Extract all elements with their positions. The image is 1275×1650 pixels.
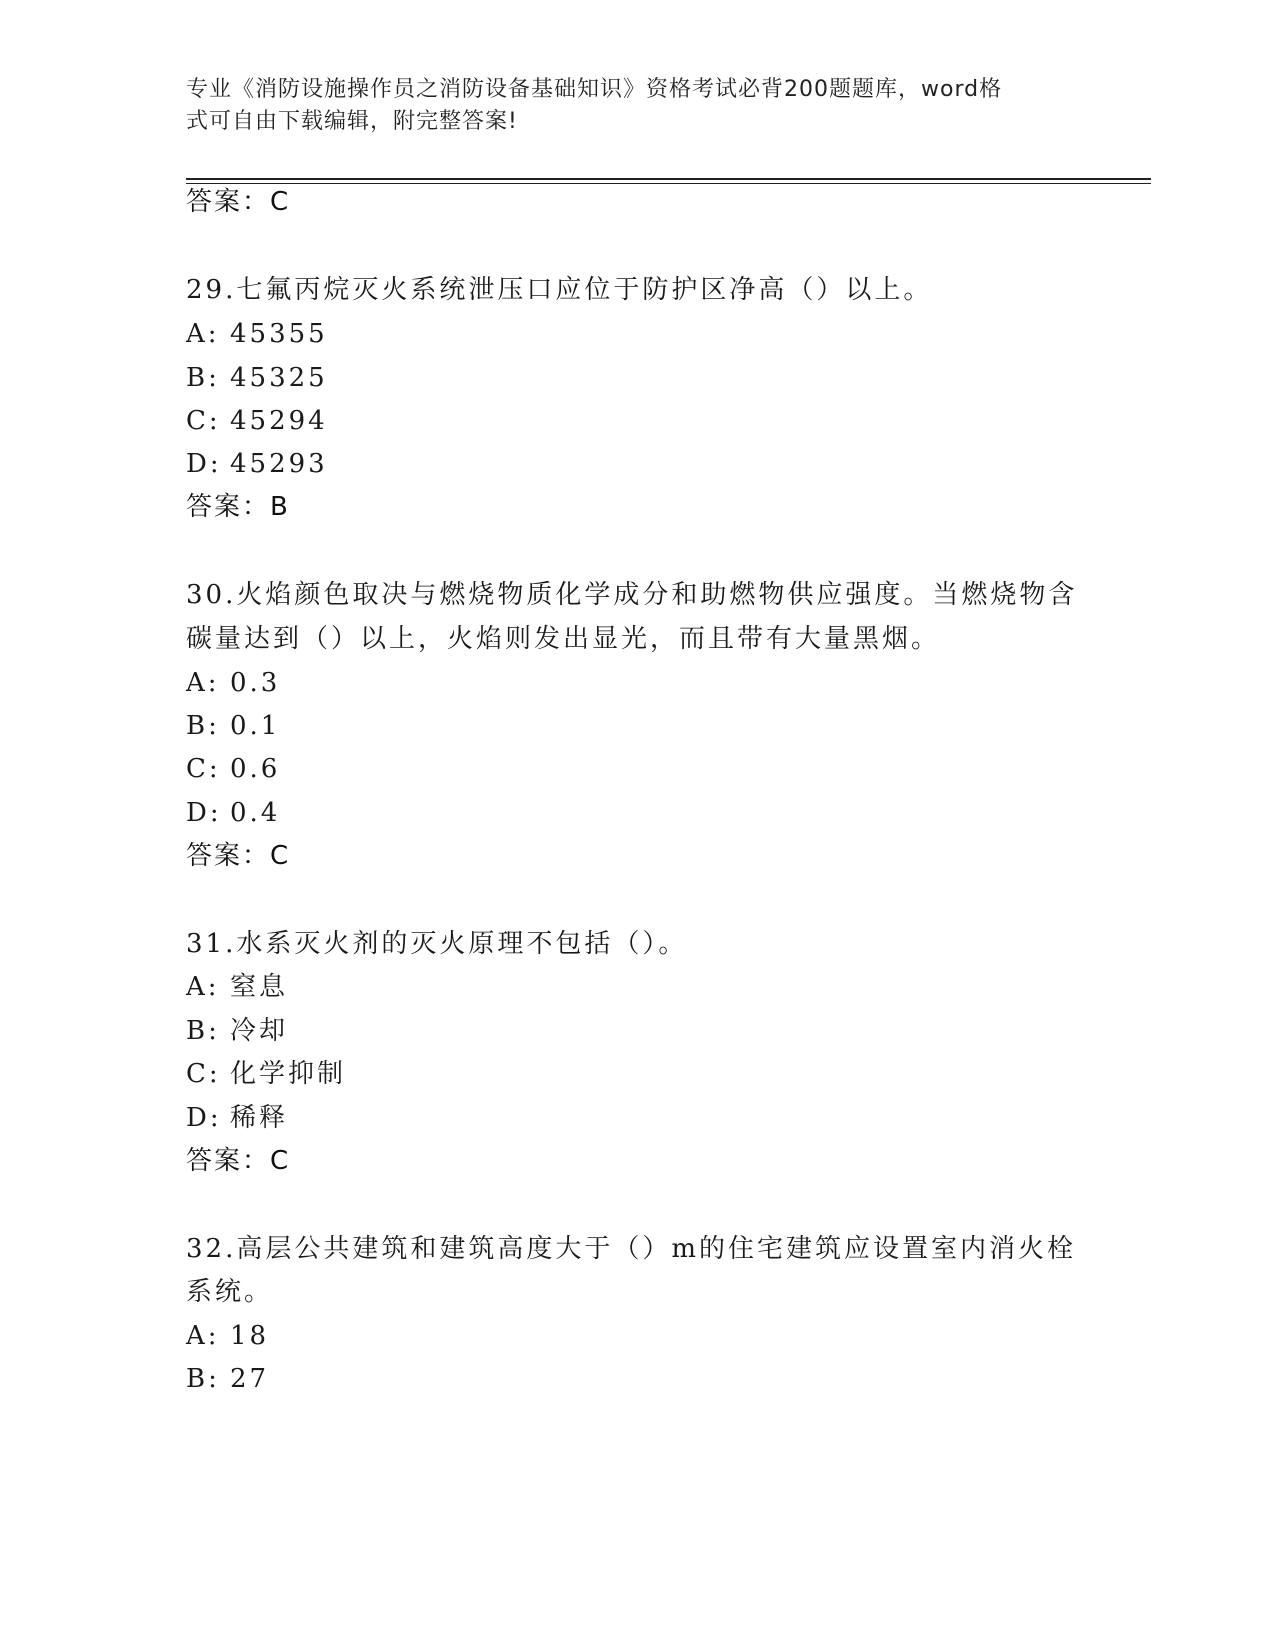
option-text: 0.1 xyxy=(230,711,281,741)
answer-line: 答案：B xyxy=(186,492,290,522)
option-b xyxy=(186,710,280,742)
option-label: D: xyxy=(186,798,222,828)
option-d xyxy=(186,797,280,829)
option-b xyxy=(186,362,328,394)
question-stem-cont: 碳量达到（）以上，火焰则发出显光，而且带有大量黑烟。 xyxy=(186,624,941,654)
header-line: 式可自由下载编辑，附完整答案! xyxy=(186,109,518,134)
document-page xyxy=(186,0,1151,1650)
question-stem: 32.高层公共建筑和建筑高度大于（）m的住宅建筑应设置室内消火栓 xyxy=(186,1234,1077,1264)
option-d xyxy=(186,1102,288,1134)
option-label: D: xyxy=(186,1103,222,1133)
option-a xyxy=(186,667,280,699)
option-text: 0.3 xyxy=(230,668,281,698)
option-b xyxy=(186,1015,288,1047)
option-label: C: xyxy=(186,406,221,436)
question-stem: 29.七氟丙烷灭火系统泄压口应位于防护区净高（）以上。 xyxy=(186,275,933,305)
option-label: B: xyxy=(186,1364,220,1394)
question-stem: 30.火焰颜色取决与燃烧物质化学成分和助燃物供应强度。当燃烧物含 xyxy=(186,580,1078,610)
answer-line: 答案：C xyxy=(186,187,291,217)
option-label: A: xyxy=(186,972,220,1002)
document-header xyxy=(186,74,1066,138)
option-b xyxy=(186,1363,269,1395)
question-stem: 31.水系灭火剂的灭火原理不包括（）。 xyxy=(186,929,688,959)
option-text: 27 xyxy=(230,1364,270,1394)
option-label: B: xyxy=(186,1016,220,1046)
option-label: C: xyxy=(186,1059,221,1089)
option-label: B: xyxy=(186,363,220,393)
option-label: D: xyxy=(186,449,222,479)
option-label: A: xyxy=(186,1321,220,1351)
option-text: 0.6 xyxy=(230,754,281,784)
option-text: 18 xyxy=(230,1321,270,1351)
option-text: 45355 xyxy=(230,319,328,349)
option-text: 稀释 xyxy=(230,1103,289,1133)
option-text: 化学抑制 xyxy=(230,1059,347,1089)
option-label: C: xyxy=(186,754,221,784)
header-divider-thin xyxy=(186,183,1151,184)
option-text: 冷却 xyxy=(230,1016,289,1046)
option-text: 窒息 xyxy=(230,972,289,1002)
option-text: 0.4 xyxy=(230,798,281,828)
answer-line: 答案：C xyxy=(186,1146,291,1176)
option-text: 45294 xyxy=(230,406,328,436)
option-a xyxy=(186,318,328,350)
answer-line: 答案：C xyxy=(186,841,291,871)
option-label: A: xyxy=(186,668,220,698)
question-stem-cont: 系统。 xyxy=(186,1277,274,1307)
option-c xyxy=(186,405,328,437)
option-a xyxy=(186,1320,269,1352)
option-text: 45325 xyxy=(230,363,328,393)
option-d xyxy=(186,448,328,480)
option-label: B: xyxy=(186,711,220,741)
option-c xyxy=(186,753,280,785)
header-divider xyxy=(186,178,1151,180)
header-line: 专业《消防设施操作员之消防设备基础知识》资格考试必背200题题库，word格 xyxy=(186,77,1003,102)
option-label: A: xyxy=(186,319,220,349)
option-text: 45293 xyxy=(230,449,328,479)
option-a xyxy=(186,971,288,1003)
option-c xyxy=(186,1058,346,1090)
